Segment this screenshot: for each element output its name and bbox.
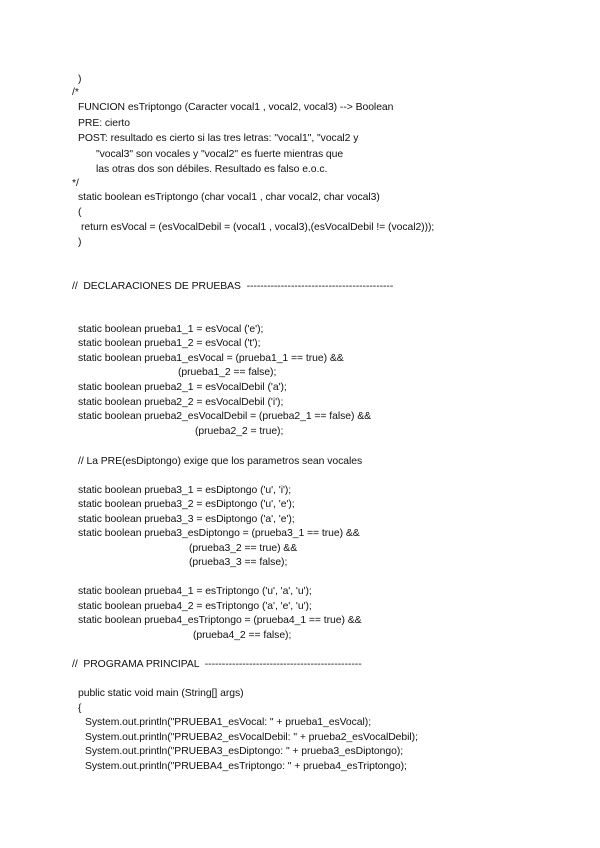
code-line: (prueba3_2 == true) && bbox=[189, 543, 298, 554]
code-line: static boolean prueba1_esVocal = (prueba1_1 == true) && bbox=[78, 353, 344, 364]
code-line: static boolean prueba3_1 = esDiptongo ('u', 'i'); bbox=[78, 485, 292, 496]
code-comment: // La PRE(esDiptongo) exige que los parametros sean vocales bbox=[78, 456, 363, 467]
code-line: static boolean prueba2_2 = esVocalDebil ('i'); bbox=[78, 397, 284, 408]
code-line: System.out.println("PRUEBA4_esTriptongo: " + prueba4_esTriptongo); bbox=[85, 761, 407, 772]
code-line: static boolean prueba1_1 = esVocal ('e'); bbox=[78, 324, 264, 335]
code-line: (prueba1_2 == false); bbox=[178, 367, 277, 378]
section-comment: // PROGRAMA PRINCIPAL ---------------------------------------------- bbox=[72, 659, 362, 670]
code-line: (prueba3_3 == false); bbox=[189, 557, 288, 568]
code-line: static boolean prueba2_1 = esVocalDebil ('a'); bbox=[78, 382, 287, 393]
code-line: { bbox=[78, 703, 82, 714]
code-line: public static void main (String[] args) bbox=[78, 688, 244, 699]
code-line: static boolean prueba1_2 = esVocal ('t'); bbox=[78, 338, 261, 349]
code-line: static boolean prueba3_esDiptongo = (prueba3_1 == true) && bbox=[78, 528, 360, 539]
code-line: return esVocal = (esVocalDebil = (vocal1 , vocal3),(esVocalDebil != (vocal2))); bbox=[81, 222, 435, 233]
code-line: PRE: cierto bbox=[78, 118, 130, 129]
code-line: ( bbox=[78, 207, 82, 218]
code-line: ) bbox=[78, 237, 82, 248]
code-line: static boolean prueba3_2 = esDiptongo ('u', 'e'); bbox=[78, 499, 295, 510]
code-line: static boolean prueba4_1 = esTriptongo ('u', 'a', 'u'); bbox=[78, 586, 312, 597]
code-line: FUNCION esTriptongo (Caracter vocal1 , vocal2, vocal3) --> Boolean bbox=[78, 102, 394, 113]
code-line: /* bbox=[72, 87, 79, 98]
code-line: (prueba4_2 == false); bbox=[193, 630, 292, 641]
section-comment: // DECLARACIONES DE PRUEBAS ------------------------------------------- bbox=[72, 281, 394, 292]
code-line: static boolean prueba4_2 = esTriptongo ('a', 'e', 'u'); bbox=[78, 601, 312, 612]
code-line: System.out.println("PRUEBA2_esVocalDebil: " + prueba2_esVocalDebil); bbox=[85, 732, 418, 743]
code-line: static boolean prueba3_3 = esDiptongo ('a', 'e'); bbox=[78, 514, 295, 525]
code-line: static boolean prueba4_esTriptongo = (prueba4_1 == true) && bbox=[78, 615, 362, 626]
code-line: "vocal3" son vocales y "vocal2" es fuerte mientras que bbox=[96, 149, 344, 160]
code-line: POST: resultado es cierto si las tres letras: "vocal1", "vocal2 y bbox=[78, 133, 359, 144]
code-line: static boolean esTriptongo (char vocal1 , char vocal2, char vocal3) bbox=[78, 192, 380, 203]
code-line: ) bbox=[78, 74, 82, 85]
code-line: (prueba2_2 = true); bbox=[195, 426, 284, 437]
code-line: las otras dos son débiles. Resultado es falso e.o.c. bbox=[96, 164, 328, 175]
code-line: */ bbox=[72, 178, 79, 189]
code-line: System.out.println("PRUEBA1_esVocal: " + prueba1_esVocal); bbox=[85, 717, 372, 728]
code-line: static boolean prueba2_esVocalDebil = (prueba2_1 == false) && bbox=[78, 411, 371, 422]
code-line: System.out.println("PRUEBA3_esDiptongo: " + prueba3_esDiptongo); bbox=[85, 746, 404, 757]
